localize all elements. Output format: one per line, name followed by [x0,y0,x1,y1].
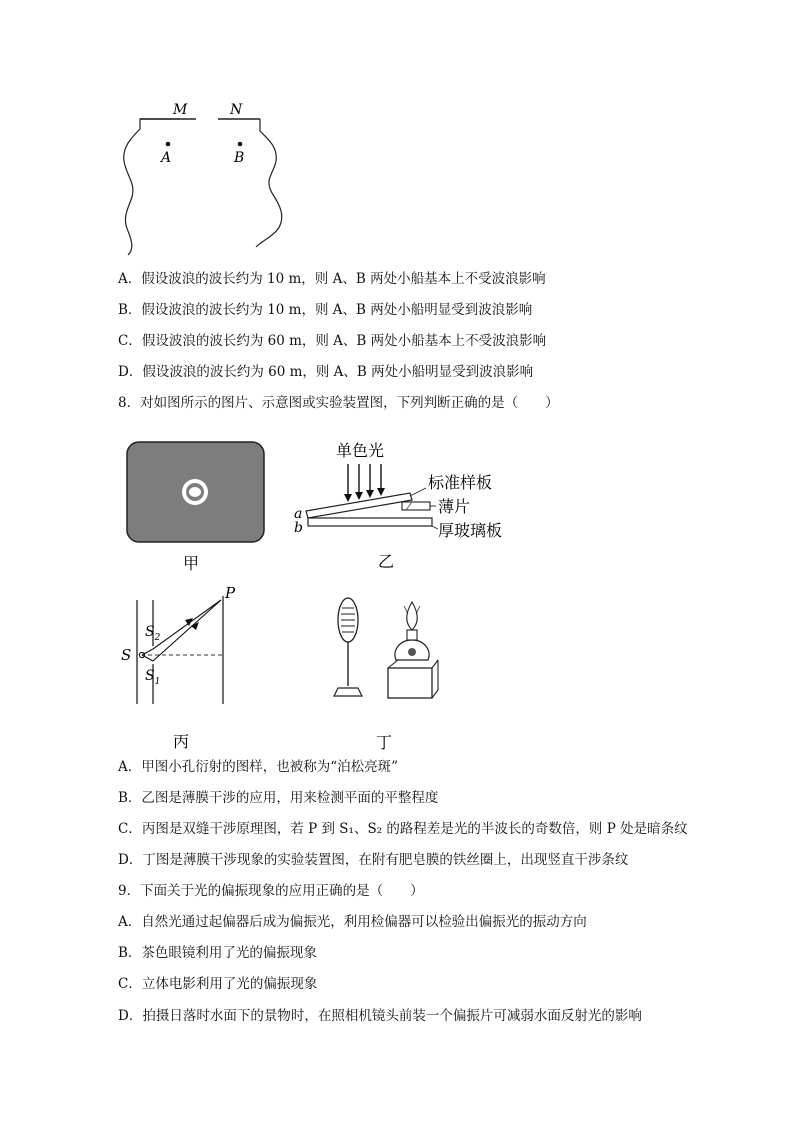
q7-option-a: A．假设波浪的波长约为 10 m，则 A、B 两处小船基本上不受波浪影响 [118,271,546,287]
ray-S1-P [153,600,221,661]
figure-yi [288,436,528,571]
light-arrow-2 [355,492,363,500]
caption-jia: 甲 [183,554,200,573]
label-P: P [225,584,236,602]
q8-option-d: D．丁图是薄膜干涉现象的实验装置图，在附有肥皂膜的铁丝圈上，出现竖直干涉条纹 [118,852,629,868]
light-arrow-3 [366,490,374,498]
right-shoreline [256,119,282,247]
point-A [166,142,171,147]
label-N: N [230,102,243,118]
label-S2: $S_2$ [145,624,161,643]
q8-option-c: C．丙图是双缝干涉原理图，若 P 到 S₁、S₂ 的路程差是光的半波长的奇数倍，则 P 处是暗条纹 [118,821,688,837]
q9-stem: 9．下面关于光的偏振现象的应用正确的是（ ） [118,883,424,899]
label-B: B [234,150,245,166]
lamp-box-side [432,690,438,698]
q7-option-b: B．假设波浪的波长约为 10 m，则 A、B 两处小船明显受到波浪影响 [118,302,533,318]
label-monochromatic-light: 单色光 [336,441,385,460]
q8-option-a: A．甲图小孔衍射的图样，也被称为“泊松亮斑” [118,759,399,775]
ray-S-S1 [142,655,153,661]
flame-line-2 [416,606,420,614]
caption-bing: 丙 [173,732,190,751]
q9-option-c: C．立体电影利用了光的偏振现象 [118,976,318,992]
label-b: b [294,520,303,536]
q7-option-d: D．假设波浪的波长约为 60 m，则 A、B 两处小船明显受到波浪影响 [118,364,534,380]
label-M: M [173,102,188,118]
diffraction-spot [189,487,201,497]
stand-base [334,688,362,696]
thick-glass-plate [308,518,432,526]
caption-yi: 乙 [378,552,395,571]
lamp-box-top [388,660,398,668]
alcohol-lamp-flame [407,602,418,630]
q7-option-c: C．假设波浪的波长约为 60 m，则 A、B 两处小船基本上不受波浪影响 [118,333,547,349]
label-S1: $S_1$ [145,668,161,687]
harbor-figure [110,95,300,260]
label-a: a [294,506,303,522]
figure-ding [320,590,450,755]
q8-option-b: B．乙图是薄膜干涉的应用，用来检测平面的平整程度 [118,790,439,806]
figure-jia [120,436,275,578]
flame-line-1 [404,606,408,614]
ray-S2-P [153,600,221,649]
left-shoreline [124,119,180,255]
point-B [238,142,243,147]
light-arrow-1 [344,494,352,502]
caption-ding: 丁 [376,733,393,752]
ray-S-S2 [142,649,153,655]
plate-leader [410,488,426,496]
q9-option-d: D．拍摄日落时水面下的景物时，在照相机镜头前装一个偏振片可减弱水面反射光的影响 [118,1008,642,1024]
figure-bing [115,584,255,754]
q9-option-a: A．自然光通过起偏器后成为偏振光，利用检偏器可以检验出偏振光的振动方向 [118,914,587,930]
lamp-box [388,668,432,698]
lamp-salt-dots [408,648,416,656]
q8-stem: 8．对如图所示的图片、示意图或实验装置图，下列判断正确的是（ ） [118,395,559,411]
label-thin-sheet: 薄片 [438,497,471,516]
q9-option-b: B．茶色眼镜利用了光的偏振现象 [118,945,317,961]
label-A: A [161,150,172,166]
label-thick-glass: 厚玻璃板 [438,521,503,540]
thin-sheet [402,502,430,510]
light-arrow-4 [377,488,385,496]
lamp-box-top-2 [432,660,438,668]
label-standard-plate: 标准样板 [428,473,493,492]
label-S: S [121,646,132,664]
alcohol-lamp-neck [407,630,417,640]
